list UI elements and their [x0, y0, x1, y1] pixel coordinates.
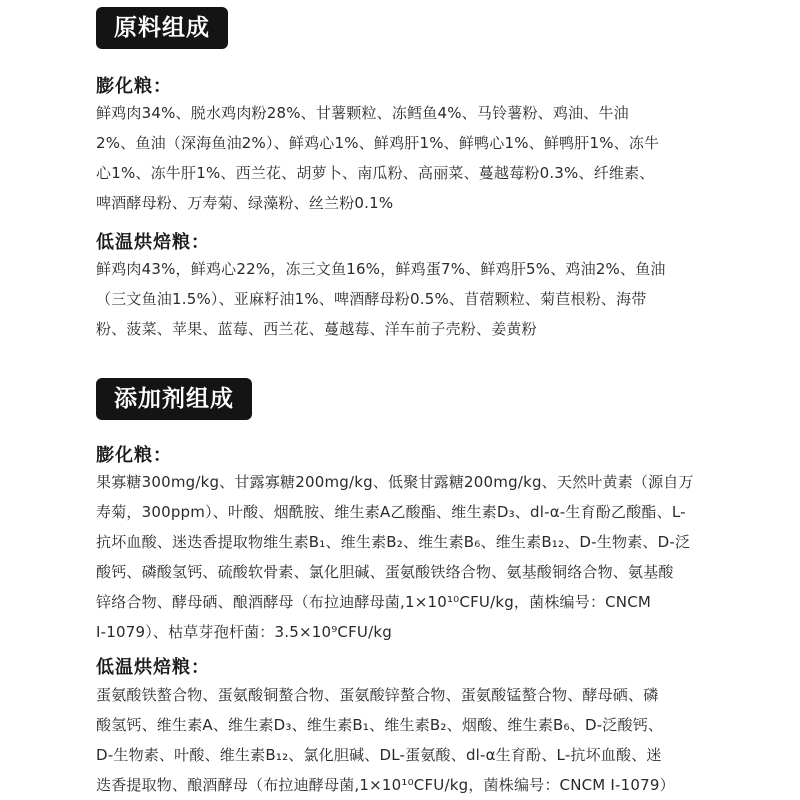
- text-line: 酸钙、磷酸氢钙、硫酸软骨素、氯化胆碱、蛋氨酸铁络合物、氨基酸铜络合物、氨基酸: [96, 563, 674, 581]
- text-line: D-生物素、叶酸、维生素B₁₂、氯化胆碱、DL-蛋氨酸、dl-α生育酚、L-抗坏血酸、迷: [96, 746, 662, 764]
- ingredients-puffed-text: [96, 98, 716, 218]
- text-line: 果寡糖300mg/kg、甘露寡糖200mg/kg、低聚甘露糖200mg/kg、天然叶黄素（源自万: [96, 473, 694, 491]
- text-line: 锌络合物、酵母硒、酿酒酵母（布拉迪酵母菌,1×10¹⁰CFU/kg，菌株编号：CNCM: [96, 593, 652, 611]
- text-line: 鲜鸡肉34%、脱水鸡肉粉28%、甘薯颗粒、冻鳕鱼4%、马铃薯粉、鸡油、牛油: [96, 104, 629, 122]
- text-line: 蛋氨酸铁螯合物、蛋氨酸铜螯合物、蛋氨酸锌螯合物、蛋氨酸锰螯合物、酵母硒、磷: [96, 686, 659, 704]
- additives-baked-text: [96, 680, 716, 800]
- text-line: 粉、菠菜、苹果、蓝莓、西兰花、蔓越莓、洋车前子壳粉、姜黄粉: [96, 320, 537, 338]
- text-line: 寿菊，300ppm）、叶酸、烟酰胺、维生素A乙酸酯、维生素D₃、dl-α-生育酚乙酸酯、L-: [96, 503, 686, 521]
- additives-puffed-text: [96, 467, 716, 647]
- additives-puffed-heading: 膨化粮：: [96, 445, 172, 466]
- ingredients-section-title: 原料组成: [96, 7, 228, 49]
- text-line: 2%、鱼油（深海鱼油2%）、鲜鸡心1%、鲜鸡肝1%、鲜鸭心1%、鲜鸭肝1%、冻牛: [96, 134, 660, 152]
- text-line: （三文鱼油1.5%）、亚麻籽油1%、啤酒酵母粉0.5%、苜蓿颗粒、菊苣根粉、海带: [96, 290, 647, 308]
- text-line: 心1%、冻牛肝1%、西兰花、胡萝卜、南瓜粉、高丽菜、蔓越莓粉0.3%、纤维素、: [96, 164, 655, 182]
- ingredients-baked-heading: 低温烘焙粮：: [96, 232, 210, 253]
- additives-baked-heading: 低温烘焙粮：: [96, 657, 210, 678]
- additives-section-title: 添加剂组成: [96, 378, 252, 420]
- text-line: I-1079）、枯草芽孢杆菌：3.5×10⁹CFU/kg: [96, 623, 392, 641]
- text-line: 酸氢钙、维生素A、维生素D₃、维生素B₁、维生素B₂、烟酸、维生素B₆、D-泛酸钙、: [96, 716, 664, 734]
- text-line: 迭香提取物、酿酒酵母（布拉迪酵母菌,1×10¹⁰CFU/kg，菌株编号：CNCM I-1079）: [96, 776, 675, 794]
- text-line: 抗坏血酸、迷迭香提取物维生素B₁、维生素B₂、维生素B₆、维生素B₁₂、D-生物素、D-泛: [96, 533, 691, 551]
- ingredients-baked-text: [96, 254, 716, 344]
- ingredients-puffed-heading: 膨化粮：: [96, 76, 172, 97]
- text-line: 鲜鸡肉43%，鲜鸡心22%，冻三文鱼16%，鲜鸡蛋7%、鲜鸡肝5%、鸡油2%、鱼油: [96, 260, 666, 278]
- text-line: 啤酒酵母粉、万寿菊、绿藻粉、丝兰粉0.1%: [96, 194, 394, 212]
